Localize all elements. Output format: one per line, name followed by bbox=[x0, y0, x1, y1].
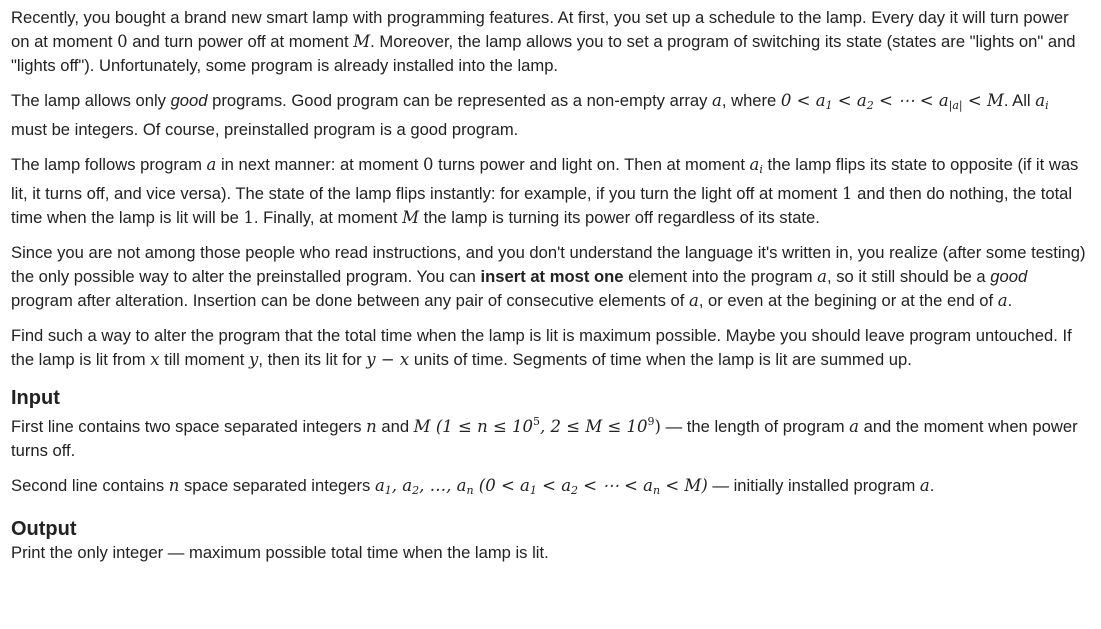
paragraph-good-program: The lamp allows only good programs. Good program can be represented as a non-empty array a, where 0 < a1 < a2 < ⋯ < a|a| < M. All ai must be integers. Of course, preinstalled program is a good program. bbox=[11, 91, 1049, 139]
input-heading: Input bbox=[11, 387, 60, 409]
paragraph-insertion: Since you are not among those people who read instructions, and you don't understand the language it's written in, you realize (after some testing) the only possible way to alter the preinstalled program. You can insert at most one element into the program a, so it still should be a good program after alteration. Insertion can be done between any pair of consecutive elements of a, or even at the begining or at the end of a. bbox=[11, 243, 1086, 310]
output-heading: Output bbox=[11, 518, 77, 540]
input-line-1: First line contains two space separated integers n and M ($1 \le n \le 10^5$, $2 \le M \le 10^9$) — the length of program a and the moment when power turns off. bbox=[11, 415, 1078, 460]
legend-section bbox=[11, 6, 1087, 372]
paragraph-task: Find such a way to alter the program that the total time when the lamp is lit is maximum possible. Maybe you should leave program untouched. If the lamp is lit from x till moment y, then its lit for y − x units of time. Segments of time when the lamp is lit are summed up. bbox=[11, 326, 1072, 369]
output-section bbox=[11, 517, 1087, 565]
output-text: Print the only integer — maximum possible total time when the lamp is lit. bbox=[11, 543, 549, 562]
paragraph-intro: Recently, you bought a brand new smart lamp with programming features. At first, you set up a schedule to the lamp. Every day it will turn power on at moment 0 and turn power off at moment M. Moreover, the lamp allows you to set a program of switching its state (states are "lights on" and "lights off"). Unfortunately, some program is already installed into the lamp. bbox=[11, 8, 1076, 75]
paragraph-lamp-behavior: The lamp follows program a in next manner: at moment 0 turns power and light on. Then at moment ai the lamp flips its state to opposite (if it was lit, it turns off, and vice versa). The state of the lamp flips instantly: for example, if you turn the light off at moment 1 and then do nothing, the total time when the lamp is lit will be 1. Finally, at moment M the lamp is turning its power off regardless of its state. bbox=[11, 155, 1079, 227]
input-section bbox=[11, 386, 1087, 503]
input-line-2: Second line contains n space separated integers a1, a2, …, an (0 < a1 < a2 < ⋯ < an < M) — initially installed program a. bbox=[11, 476, 935, 497]
